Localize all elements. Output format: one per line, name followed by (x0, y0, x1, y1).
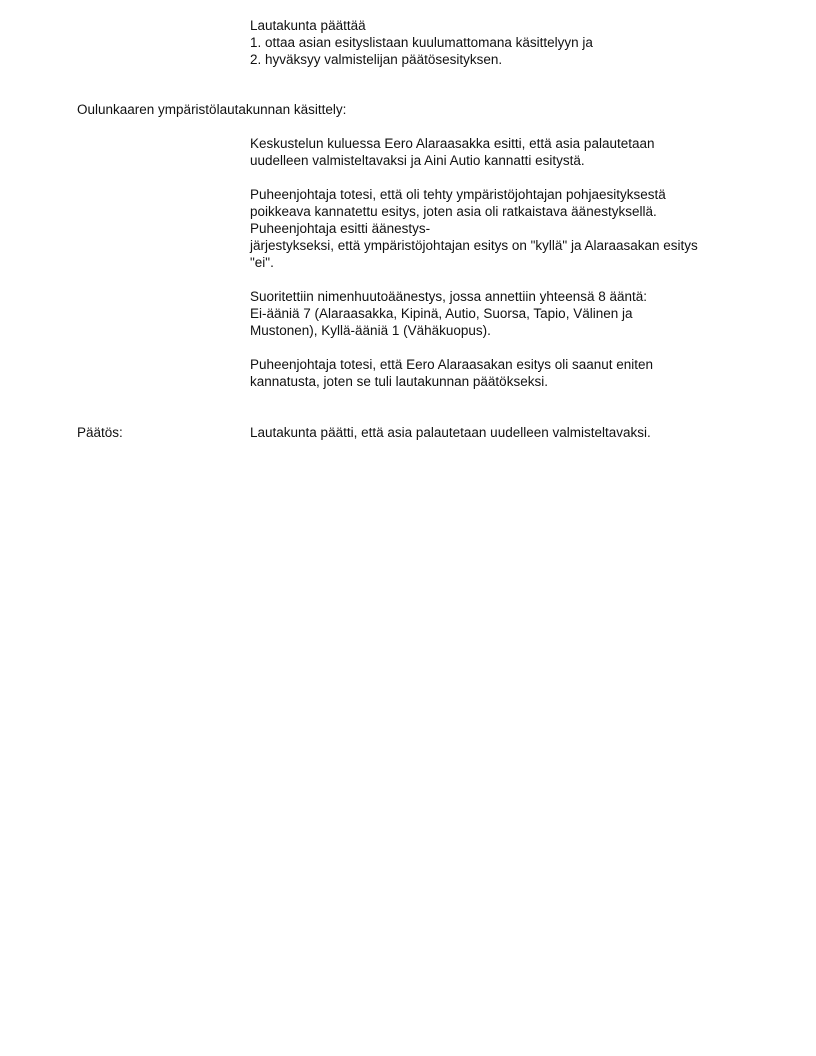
paragraph-1-line-1: Keskustelun kuluessa Eero Alaraasakka esitti, että asia palautetaan (250, 136, 655, 151)
intro-heading: Lautakunta päättää (250, 18, 366, 33)
paragraph-2-line-1: Puheenjohtaja totesi, että oli tehty ympäristöjohtajan pohjaesityksestä (250, 187, 666, 202)
paragraph-3-line-2: Ei-ääniä 7 (Alaraasakka, Kipinä, Autio, Suorsa, Tapio, Välinen ja (250, 306, 633, 321)
paragraph-2-line-4: järjestykseksi, että ympäristöjohtajan esitys on "kyllä" ja Alaraasakan esitys (250, 238, 698, 253)
section-heading: Oulunkaaren ympäristölautakunnan käsittely: (77, 102, 347, 117)
paragraph-4-line-1: Puheenjohtaja totesi, että Eero Alaraasakan esitys oli saanut eniten (250, 357, 654, 372)
paragraph-2-line-2: poikkeava kannatettu esitys, joten asia oli ratkaistava äänestyksellä. (250, 204, 657, 219)
decision-label: Päätös: (77, 425, 123, 440)
intro-item-2: 2. hyväksyy valmistelijan päätösesityksen. (250, 52, 503, 67)
decision-text: Lautakunta päätti, että asia palautetaan uudelleen valmisteltavaksi. (250, 425, 651, 440)
paragraph-3-line-3: Mustonen), Kyllä-ääniä 1 (Vähäkuopus). (250, 323, 491, 338)
paragraph-3-line-1: Suoritettiin nimenhuutoäänestys, jossa annettiin yhteensä 8 ääntä: (250, 289, 648, 304)
paragraph-2-line-3: Puheenjohtaja esitti äänestys- (250, 221, 431, 236)
paragraph-2-line-5: "ei". (250, 255, 274, 270)
paragraph-1-line-2: uudelleen valmisteltavaksi ja Aini Autio kannatti esitystä. (250, 153, 585, 168)
intro-item-1: 1. ottaa asian esityslistaan kuulumattomana käsittelyyn ja (250, 35, 593, 50)
paragraph-4-line-2: kannatusta, joten se tuli lautakunnan päätökseksi. (250, 374, 548, 389)
